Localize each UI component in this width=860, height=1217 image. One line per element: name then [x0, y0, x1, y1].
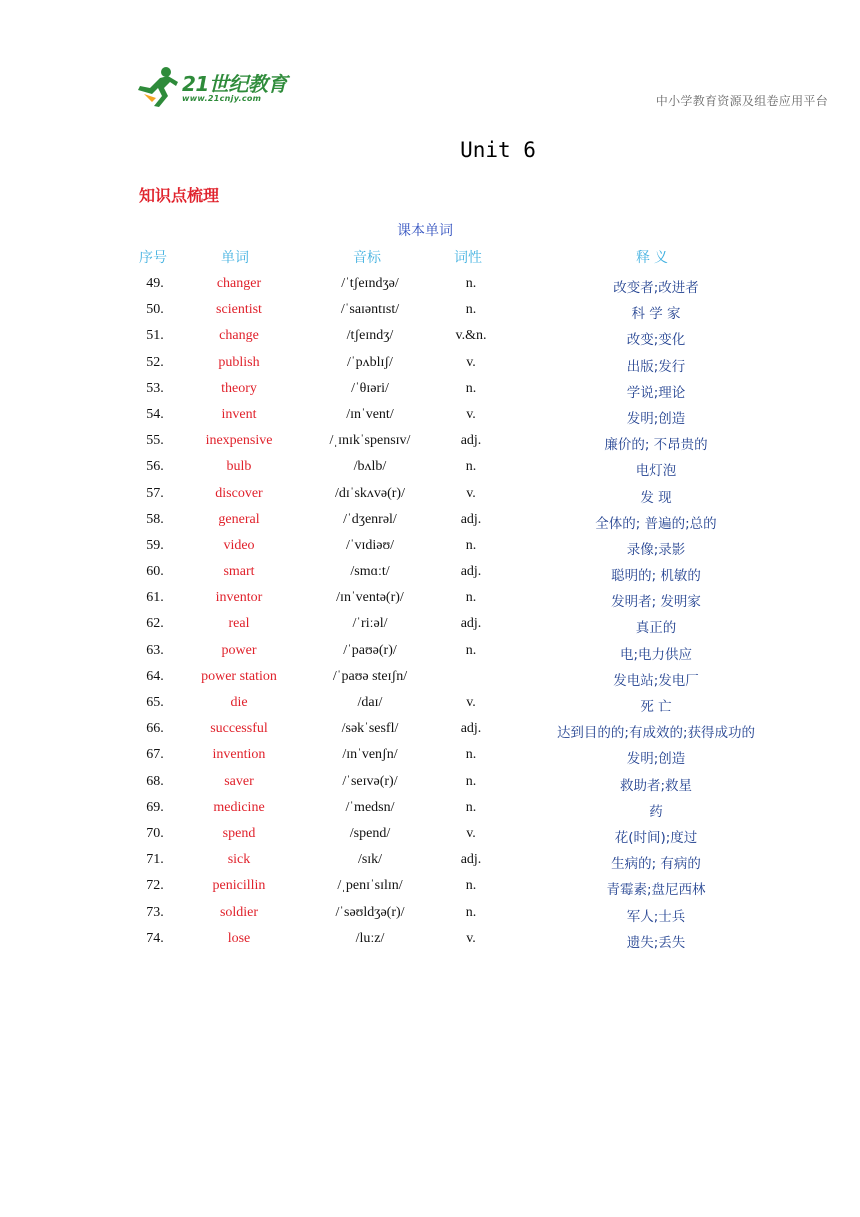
- row-word: penicillin: [212, 878, 266, 894]
- row-number: 52.: [146, 354, 164, 370]
- row-word: smart: [223, 564, 255, 580]
- row-phonetic: /ˈmedsn/: [345, 799, 395, 815]
- row-word: spend: [222, 825, 256, 841]
- row-part-of-speech: v.: [466, 930, 476, 946]
- row-part-of-speech: v.: [466, 695, 476, 710]
- row-number: 51.: [146, 328, 164, 344]
- row-phonetic: /ˈpaʊə steɪʃn/: [332, 668, 408, 684]
- row-number: 61.: [146, 590, 164, 606]
- row-word: scientist: [216, 302, 262, 318]
- column-header-part-of-speech: 词性: [454, 250, 482, 266]
- row-part-of-speech: adj.: [460, 616, 482, 632]
- row-phonetic: /ˈdʒenrəl/: [343, 511, 397, 527]
- row-phonetic: /bʌlb/: [353, 459, 387, 475]
- row-word: publish: [218, 354, 260, 370]
- row-word: invention: [212, 747, 266, 763]
- row-meaning: 电;电力供应: [619, 646, 693, 663]
- row-meaning: 学说;理论: [626, 384, 686, 401]
- logo-url: www.21cnjy.com: [182, 94, 262, 103]
- table-row: [0, 272, 860, 298]
- row-word: invent: [221, 406, 257, 422]
- row-meaning: 死 亡: [640, 699, 672, 715]
- table-row: [0, 691, 860, 717]
- row-meaning: 廉价的; 不昂贵的: [604, 437, 708, 454]
- table-row: [0, 482, 860, 508]
- row-phonetic: /səkˈsesfl/: [341, 721, 399, 737]
- row-number: 67.: [146, 747, 164, 763]
- row-number: 54.: [146, 406, 164, 422]
- row-number: 58.: [146, 511, 164, 527]
- table-row: [0, 927, 860, 953]
- row-part-of-speech: n.: [465, 799, 477, 815]
- row-part-of-speech: adj.: [460, 511, 482, 527]
- row-meaning: 青霉素;盘尼西林: [606, 882, 706, 899]
- row-word: saver: [224, 773, 254, 789]
- row-phonetic: /ɪnˈventə(r)/: [336, 590, 404, 606]
- row-phonetic: /tʃeɪndʒ/: [346, 328, 394, 344]
- row-phonetic: /ˈpaʊə(r)/: [343, 642, 397, 658]
- column-header-word: 单词: [221, 250, 249, 266]
- row-number: 65.: [146, 695, 164, 710]
- row-phonetic: /ɪnˈvenʃn/: [342, 747, 398, 763]
- row-part-of-speech: v.: [466, 825, 476, 841]
- row-part-of-speech: adj.: [460, 433, 482, 449]
- row-part-of-speech: n.: [465, 642, 477, 658]
- row-number: 55.: [146, 433, 164, 449]
- row-phonetic: /ˌpenɪˈsɪlɪn/: [337, 878, 403, 894]
- row-number: 49.: [146, 276, 164, 291]
- row-meaning: 科 学 家: [631, 306, 681, 323]
- row-word: successful: [210, 721, 268, 737]
- row-phonetic: /ˈriːəl/: [352, 616, 388, 632]
- row-part-of-speech: v.: [466, 485, 476, 501]
- row-phonetic: /ˈpʌblɪʃ/: [347, 354, 393, 370]
- row-phonetic: /ˈvɪdiəʊ/: [345, 537, 395, 553]
- row-word: medicine: [213, 799, 265, 815]
- row-part-of-speech: n.: [465, 302, 477, 318]
- table-row: [0, 586, 860, 612]
- table-row: [0, 612, 860, 638]
- row-number: 74.: [146, 930, 164, 946]
- row-phonetic: /spend/: [349, 825, 391, 841]
- row-part-of-speech: adj.: [460, 852, 482, 868]
- row-phonetic: /ɪnˈvent/: [346, 406, 394, 422]
- section-heading: 知识点梳理: [139, 186, 220, 205]
- row-number: 56.: [146, 459, 164, 475]
- row-phonetic: /sɪk/: [357, 852, 383, 868]
- row-meaning: 真正的: [635, 620, 677, 637]
- table-row: [0, 298, 860, 324]
- table-row: [0, 508, 860, 534]
- row-meaning: 发明;创造: [626, 751, 686, 768]
- row-part-of-speech: n.: [465, 380, 477, 396]
- row-phonetic: /luːz/: [355, 930, 385, 946]
- row-part-of-speech: v.&n.: [455, 328, 487, 344]
- row-number: 70.: [146, 825, 164, 841]
- table-row: [0, 901, 860, 927]
- row-phonetic: /ˈθɪəri/: [351, 380, 389, 396]
- row-number: 62.: [146, 616, 164, 632]
- row-word: sick: [227, 852, 251, 868]
- row-number: 71.: [146, 852, 164, 868]
- row-meaning: 发电站;发电厂: [613, 672, 699, 689]
- vocabulary-list: [0, 272, 860, 953]
- row-phonetic: /ˈseɪvə(r)/: [342, 773, 398, 789]
- row-meaning: 改变;变化: [626, 332, 686, 349]
- column-header-phonetic: 音标: [353, 250, 381, 266]
- logo-text: 21世纪教育: [182, 72, 287, 96]
- row-meaning: 遗失;丢失: [626, 934, 686, 951]
- row-number: 68.: [146, 773, 164, 789]
- table-row: [0, 665, 860, 691]
- table-row: [0, 560, 860, 586]
- row-word: discover: [215, 485, 263, 501]
- row-part-of-speech: n.: [465, 590, 477, 606]
- row-part-of-speech: v.: [466, 354, 476, 370]
- row-meaning: 达到目的的;有成效的;获得成功的: [556, 725, 756, 742]
- row-phonetic: /ˌɪnɪkˈspensɪv/: [329, 433, 411, 449]
- row-word: bulb: [226, 459, 252, 475]
- row-phonetic: /smɑːt/: [350, 564, 390, 580]
- table-row: [0, 351, 860, 377]
- row-word: changer: [216, 276, 262, 291]
- row-meaning: 出版;发行: [626, 358, 686, 375]
- row-meaning: 发 现: [640, 489, 672, 506]
- row-part-of-speech: n.: [465, 537, 477, 553]
- row-part-of-speech: n.: [465, 747, 477, 763]
- row-phonetic: /dɪˈskʌvə(r)/: [335, 485, 405, 501]
- row-number: 73.: [146, 904, 164, 920]
- table-row: [0, 743, 860, 769]
- row-part-of-speech: n.: [465, 276, 477, 291]
- row-number: 60.: [146, 564, 164, 580]
- row-word: die: [230, 695, 248, 710]
- table-row: [0, 324, 860, 350]
- row-part-of-speech: adj.: [460, 721, 482, 737]
- site-logo[interactable]: [136, 64, 296, 108]
- row-part-of-speech: n.: [465, 459, 477, 475]
- row-word: lose: [227, 930, 251, 946]
- page-title: Unit 6: [460, 138, 536, 162]
- row-word: theory: [221, 380, 257, 396]
- row-meaning: 救助者;救星: [619, 777, 693, 794]
- row-meaning: 电灯泡: [635, 463, 677, 480]
- table-row: [0, 534, 860, 560]
- row-number: 72.: [146, 878, 164, 894]
- row-meaning: 军人;士兵: [626, 908, 686, 925]
- table-row: [0, 429, 860, 455]
- row-number: 69.: [146, 799, 164, 815]
- row-meaning: 改变者;改进者: [613, 280, 699, 296]
- row-part-of-speech: adj.: [460, 564, 482, 580]
- row-word: video: [223, 537, 255, 553]
- table-row: [0, 874, 860, 900]
- row-meaning: 发明者; 发明家: [611, 594, 701, 611]
- table-row: [0, 455, 860, 481]
- row-word: change: [219, 328, 259, 344]
- table-row: [0, 403, 860, 429]
- platform-label: 中小学教育资源及组卷应用平台: [655, 94, 828, 108]
- row-part-of-speech: v.: [466, 406, 476, 422]
- table-row: [0, 717, 860, 743]
- row-meaning: 全体的; 普遍的;总的: [595, 515, 717, 532]
- table-row: [0, 848, 860, 874]
- column-header-number: 序号: [139, 250, 167, 266]
- table-row: [0, 770, 860, 796]
- row-number: 59.: [146, 537, 164, 553]
- row-word: power: [221, 642, 257, 658]
- row-word: soldier: [219, 904, 259, 920]
- row-part-of-speech: n.: [465, 878, 477, 894]
- table-row: [0, 377, 860, 403]
- row-phonetic: /ˈsaɪəntɪst/: [340, 302, 400, 318]
- row-meaning: 生病的; 有病的: [611, 856, 701, 873]
- row-phonetic: /ˈtʃeɪndʒə/: [341, 276, 399, 291]
- row-phonetic: /daɪ/: [357, 695, 383, 710]
- row-word: general: [218, 511, 260, 527]
- table-header: [0, 247, 860, 267]
- row-part-of-speech: n.: [465, 773, 477, 789]
- row-part-of-speech: n.: [465, 904, 477, 920]
- row-number: 64.: [146, 668, 164, 684]
- row-number: 50.: [146, 302, 164, 318]
- table-row: [0, 796, 860, 822]
- row-word: power station: [201, 668, 277, 684]
- row-phonetic: /ˈsəʊldʒə(r)/: [335, 904, 405, 920]
- row-word: inexpensive: [205, 433, 273, 449]
- table-caption: 课本单词: [397, 223, 453, 239]
- runner-icon: [136, 64, 180, 108]
- row-number: 66.: [146, 721, 164, 737]
- table-row: [0, 639, 860, 665]
- row-number: 63.: [146, 642, 164, 658]
- row-meaning: 发明;创造: [626, 410, 686, 427]
- row-meaning: 录像;录影: [626, 541, 686, 558]
- row-word: real: [228, 616, 250, 632]
- row-meaning: 聪明的; 机敏的: [611, 568, 701, 585]
- column-header-meaning: 释义: [636, 250, 672, 266]
- row-meaning: 花(时间);度过: [614, 829, 698, 846]
- row-number: 53.: [146, 380, 164, 396]
- row-meaning: 药: [649, 803, 663, 820]
- row-number: 57.: [146, 485, 164, 501]
- row-word: inventor: [215, 590, 263, 606]
- table-row: [0, 822, 860, 848]
